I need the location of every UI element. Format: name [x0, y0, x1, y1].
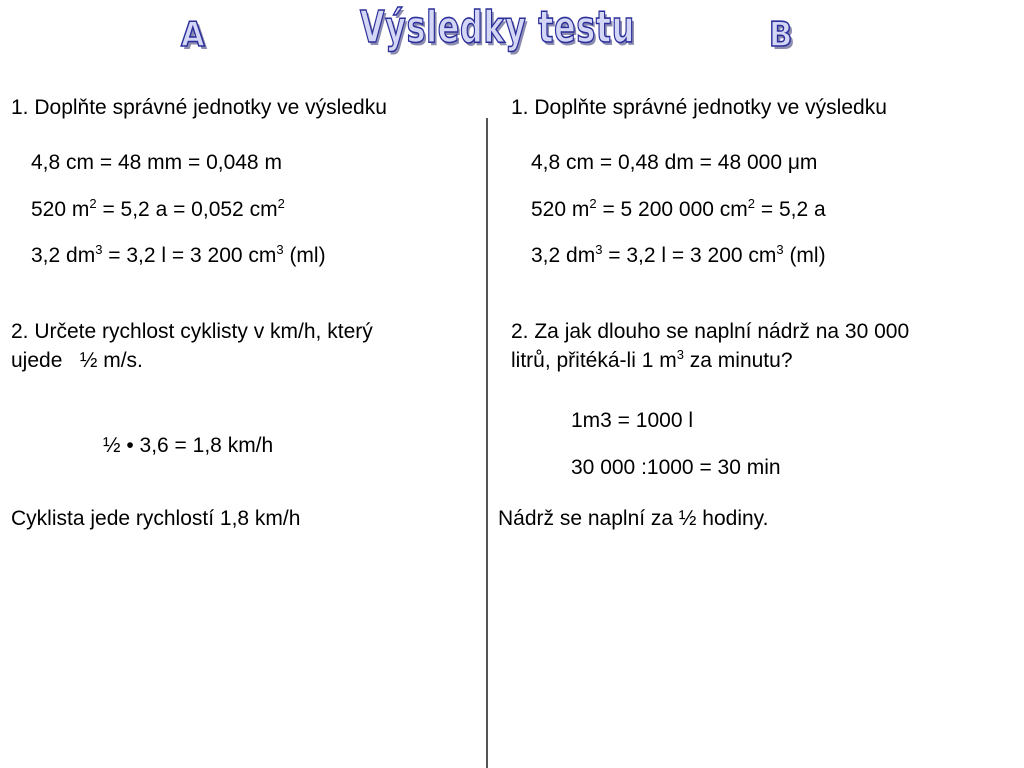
b-q1-answer-line-1: 4,8 cm = 0,48 dm = 48 000 μm	[531, 151, 818, 174]
b-question-1-title: 1. Doplňte správné jednotky ve výsledku	[511, 96, 887, 119]
b-q2-answer: Nádrž se naplní za ½ hodiny.	[498, 507, 769, 530]
b-q2-line-1: 2. Za jak dlouho se naplní nádrž na 30 000	[511, 320, 910, 343]
b-question-2	[511, 317, 909, 375]
a-q2-line-1: 2. Určete rychlost cyklisty v km/h, který	[11, 320, 373, 343]
b-q2-calculation-1: 1m3 = 1000 l	[571, 409, 694, 432]
b-q1-answer-line-3: 3,2 $dm^3 = 3,2$ l = 3 200 $cm^3$ (ml)	[531, 242, 826, 267]
b-q2-line-2: litrů, přitéká-li 1 $m^3$ za minutu?	[511, 347, 793, 372]
page-title: Výsledky testu	[360, 2, 636, 53]
a-q1-answer-line-2: 520 $m^2 = 5,2$ a = 0,052 $cm^2$	[31, 196, 285, 221]
b-q1-answer-line-2: 520 $m^2 = 5$ 200 000 $cm^2 = 5,2$ a	[531, 196, 826, 221]
a-q2-answer: Cyklista jede rychlostí 1,8 km/h	[11, 507, 301, 530]
a-question-1-title: 1. Doplňte správné jednotky ve výsledku	[11, 96, 387, 119]
a-question-2	[11, 317, 373, 375]
a-q2-line-2: ujede ½ m/s.	[11, 349, 143, 372]
section-a-label: A	[181, 15, 205, 55]
a-q2-calculation: ½ • 3,6 = 1,8 km/h	[103, 434, 274, 457]
column-divider	[486, 118, 488, 768]
section-b-label: B	[769, 15, 793, 55]
a-q1-answer-line-3: 3,2 $dm^3 = 3,2$ l = 3 200 $cm^3$ (ml)	[31, 242, 326, 267]
a-q1-answer-line-1: 4,8 cm = 48 mm = 0,048 m	[31, 151, 282, 174]
b-q2-calculation-2: 30 000 :1000 = 30 min	[571, 456, 781, 479]
